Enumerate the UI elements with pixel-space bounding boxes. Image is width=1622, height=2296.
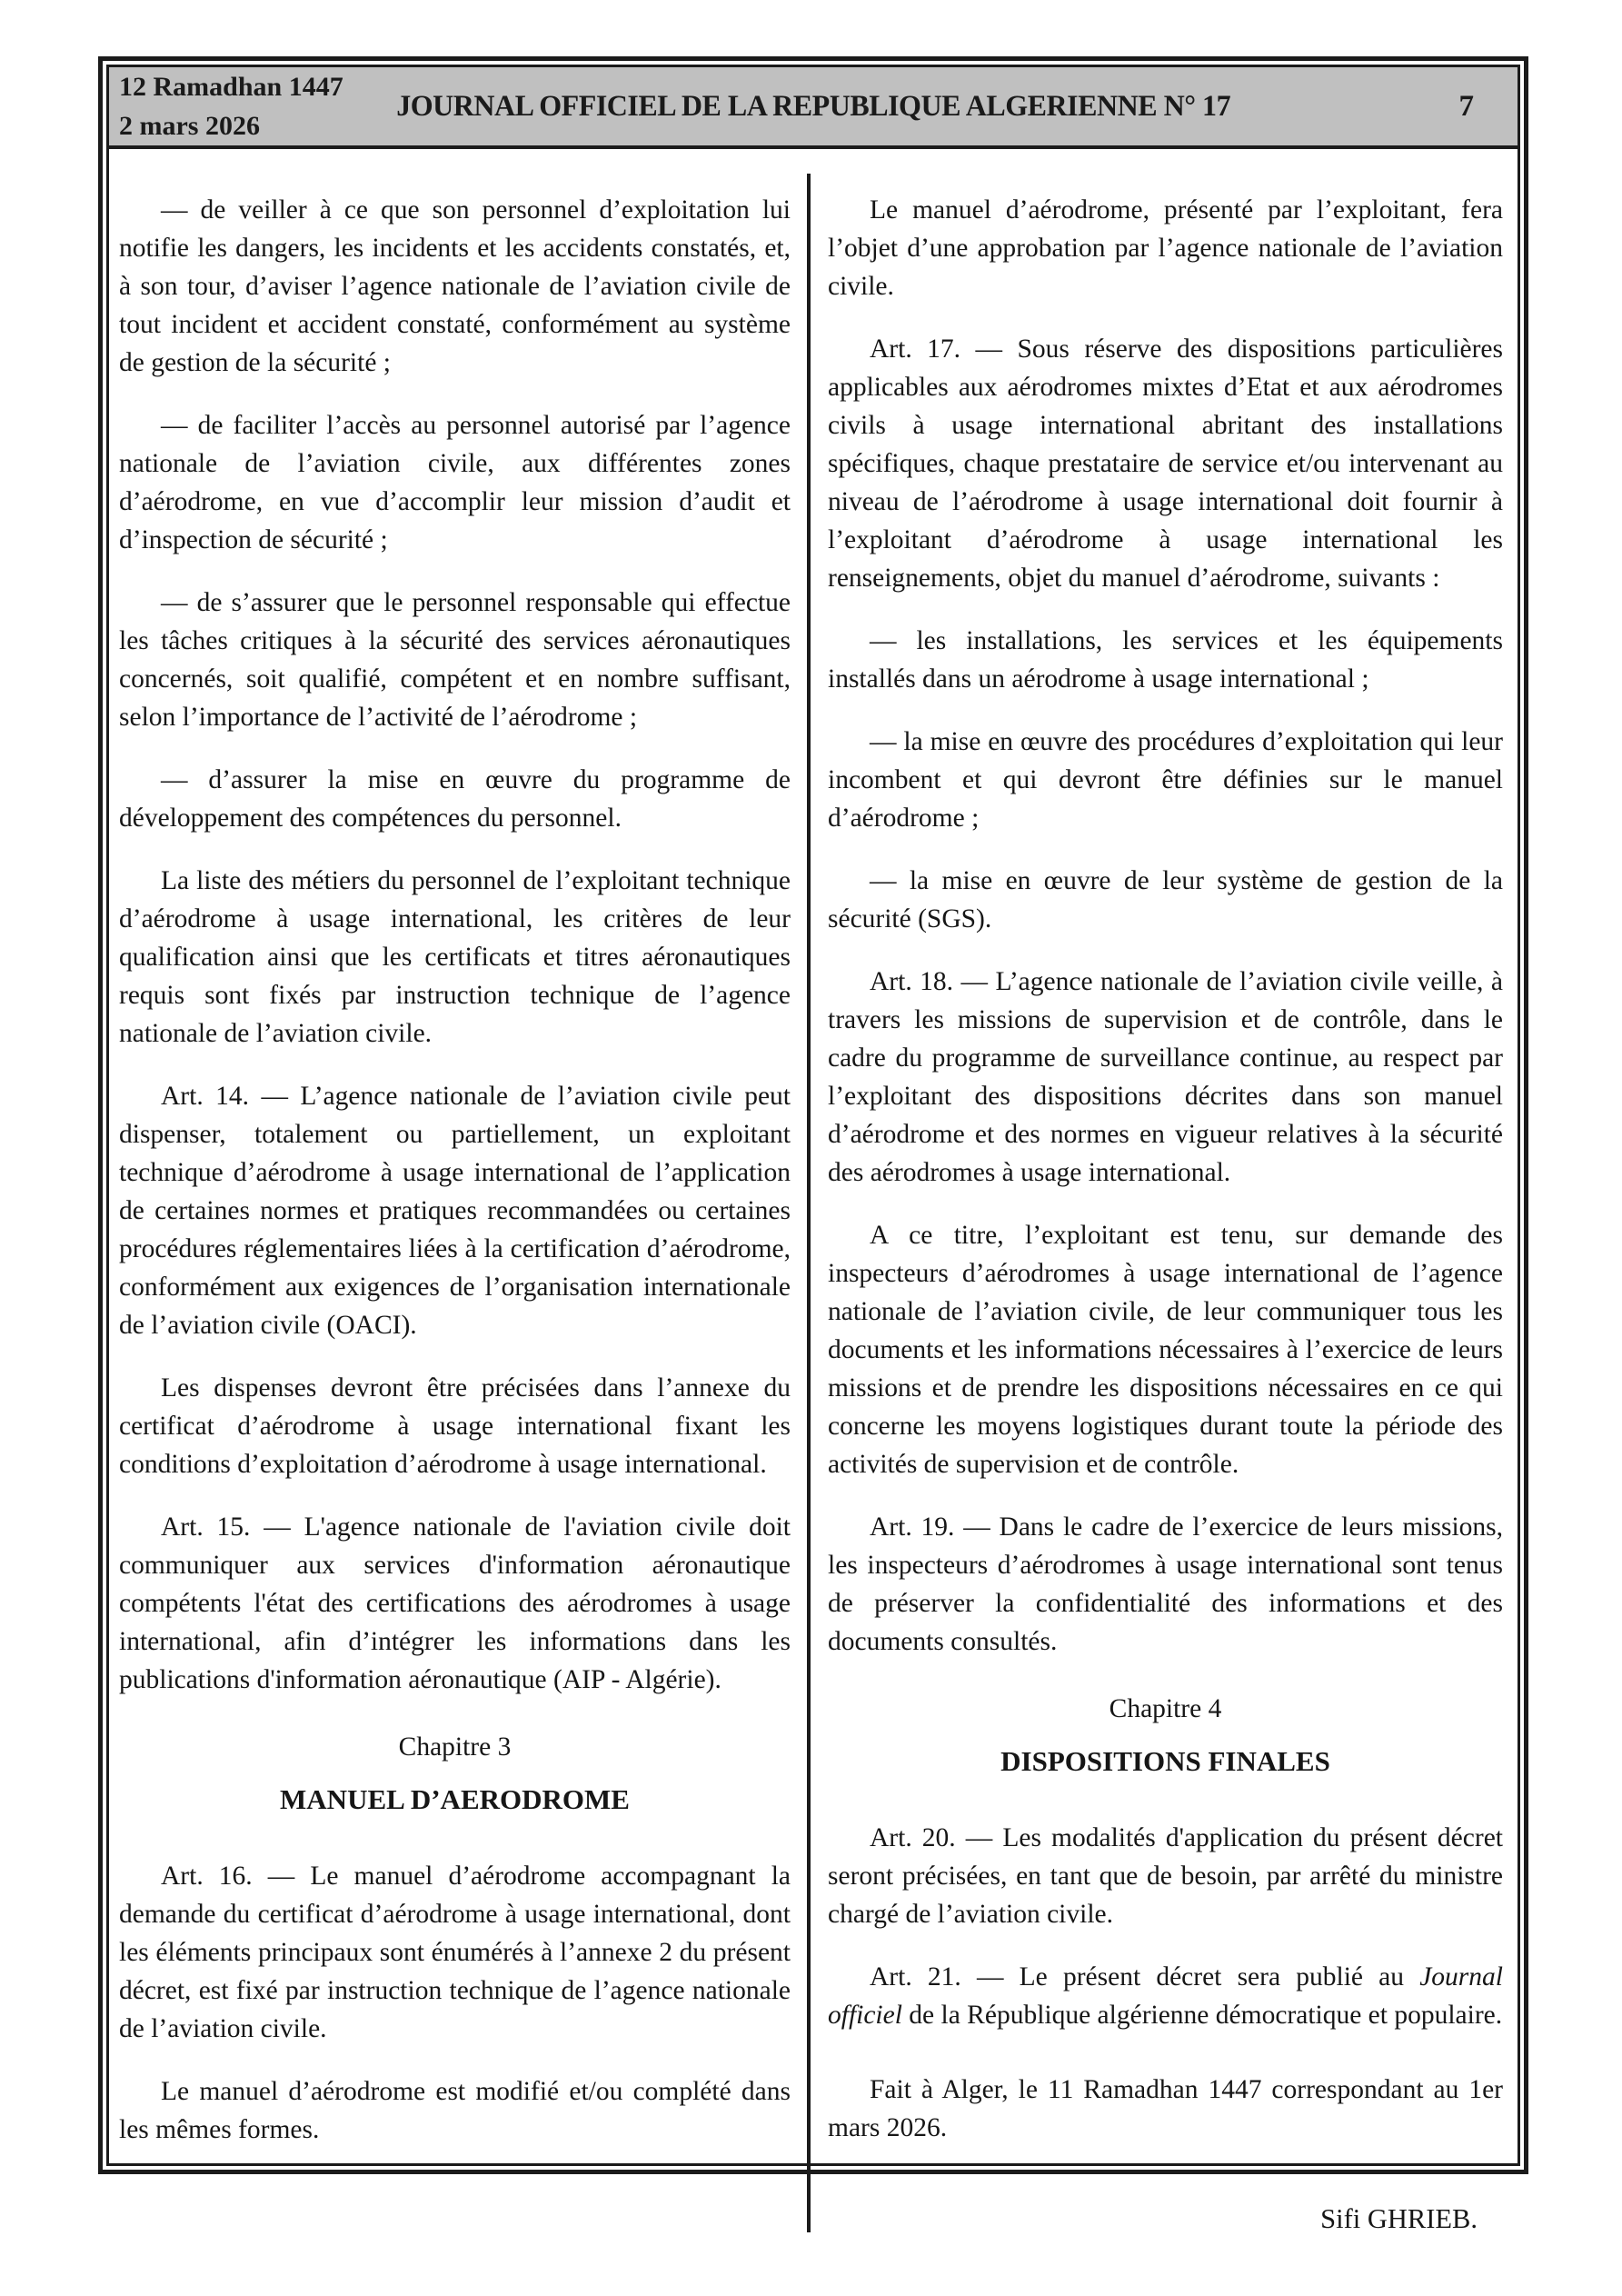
paragraph: Le manuel d’aérodrome est modifié et/ou complété dans les mêmes formes.	[119, 2077, 791, 2144]
paragraph: — la mise en œuvre des procédures d’exploitation qui leur incombent et qui devront être définies sur le manuel d’aérodrome ;	[828, 727, 1503, 833]
page-number: 7	[1458, 89, 1474, 123]
chapter-title: DISPOSITIONS FINALES	[1000, 1745, 1330, 1777]
paragraph: — les installations, les services et les équipements installés dans un aérodrome à usage international ;	[828, 626, 1503, 694]
page-frame-inner	[106, 65, 1520, 2234]
paragraph: A ce titre, l’exploitant est tenu, sur demande des inspecteurs d’aérodromes à usage international de l’agence nationale de l’aviation civile, de leur communiquer tous les documents et les informations nécessaires à l’exercice de leurs missions et de prendre les dispositions nécessaires en ce qui concerne les moyens logistiques durant toute la période des activités de supervision et de contrôle.	[828, 1221, 1503, 1479]
paragraph: Le manuel d’aérodrome, présenté par l’exploitant, fera l’objet d’une approbation par l’agence nationale de l’aviation civile.	[828, 195, 1503, 301]
page-body	[109, 149, 1518, 2262]
page-frame-outer	[98, 56, 1528, 2234]
right-column	[811, 149, 1518, 2262]
date-hijri: 12 Ramadhan 1447	[119, 72, 343, 102]
header-dates	[109, 67, 383, 145]
chapter-heading: Chapitre 3	[398, 1732, 512, 1762]
paragraph: Fait à Alger, le 11 Ramadhan 1447 correspondant au 1er mars 2026.	[828, 2075, 1503, 2142]
left-column	[109, 149, 807, 2262]
paragraph: Art. 14. — L’agence nationale de l’aviation civile peut dispenser, totalement ou partiellement, un exploitant technique d’aérodrome à usage international de l’application de certaines normes et pratiques recommandées ou certaines procédures réglementaires liées à la certification d’aérodrome, conformément aux exigences de l’organisation internationale de l’aviation civile (OACI).	[119, 1082, 791, 1340]
page-header	[109, 67, 1518, 149]
paragraph: — de veiller à ce que son personnel d’exploitation lui notifie les dangers, les incidents et les accidents constatés, et, à son tour, d’aviser l’agence nationale de l’aviation civile de tout incident et accident constaté, conformément au système de gestion de la sécurité ;	[119, 195, 791, 377]
paragraph: La liste des métiers du personnel de l’exploitant technique d’aérodrome à usage international, les critères de leur qualification ainsi que les certificats et titres aéronautiques requis sont fixés par instruction technique de l’agence nationale de l’aviation civile.	[119, 866, 791, 1048]
paragraph: Art. 19. — Dans le cadre de l’exercice de leurs missions, les inspecteurs d’aérodromes à usage international sont tenus de préserver la confidentialité des informations et des documents consultés.	[828, 1512, 1503, 1656]
chapter-title: MANUEL D’AERODROME	[280, 1783, 630, 1815]
paragraph: Art. 16. — Le manuel d’aérodrome accompagnant la demande du certificat d’aérodrome à usage international, dont les éléments principaux sont énumérés à l’annexe 2 du présent décret, est fixé par instruction technique de l’agence nationale de l’aviation civile.	[119, 1862, 791, 2043]
paragraph: Art. 18. — L’agence nationale de l’aviation civile veille, à travers les missions de supervision et de contrôle, dans le cadre du programme de surveillance continue, au respect par l’exploitant des dispositions décrites dans son manuel d’aérodrome et des normes en vigueur relatives à la sécurité des aérodromes à usage international.	[828, 967, 1503, 1187]
paragraph: Art. 20. — Les modalités d'application du présent décret seront précisées, en tant que de besoin, par arrêté du ministre chargé de l’aviation civile.	[828, 1823, 1503, 1929]
paragraph: Art. 17. — Sous réserve des dispositions particulières applicables aux aérodromes mixtes d’Etat et aux aérodromes civils à usage international abritant des installations spécifiques, chaque prestataire de service et/ou intervenant au niveau de l’aérodrome à usage international doit fournir à l’exploitant d’aérodrome à usage international les renseignements, objet du manuel d’aérodrome, suivants :	[828, 334, 1503, 593]
paragraph: — de faciliter l’accès au personnel autorisé par l’agence nationale de l’aviation civile, aux différentes zones d’aérodrome, en vue d’accomplir leur mission d’audit et d’inspection de sécurité ;	[119, 411, 791, 554]
signature: Sifi GHRIEB.	[1320, 2203, 1478, 2234]
date-gregorian: 2 mars 2026	[119, 111, 260, 141]
paragraph: Art. 15. — L'agence nationale de l'aviation civile doit communiquer aux services d'information aéronautique compétents l'état des certifications des aérodromes à usage international, afin d’intégrer les informations dans les publications d'information aéronautique (AIP - Algérie).	[119, 1512, 791, 1694]
paragraph: — la mise en œuvre de leur système de gestion de la sécurité (SGS).	[828, 866, 1503, 933]
paragraph: Art. 21. — Le présent décret sera publié au Journal officiel de la République algérienne démocratique et populaire.	[828, 1962, 1503, 2030]
chapter-heading: Chapitre 4	[1109, 1694, 1222, 1723]
paragraph: — de s’assurer que le personnel responsable qui effectue les tâches critiques à la sécurité des services aéronautiques concernés, soit qualifié, compétent et en nombre suffisant, selon l’importance de l’activité de l’aérodrome ;	[119, 588, 791, 732]
paragraph: — d’assurer la mise en œuvre du programme de développement des compétences du personnel.	[119, 765, 791, 833]
journal-title: JOURNAL OFFICIEL DE LA REPUBLIQUE ALGERIENNE N° 17	[396, 89, 1230, 123]
paragraph: Les dispenses devront être précisées dans l’annexe du certificat d’aérodrome à usage international fixant les conditions d’exploitation d’aérodrome à usage international.	[119, 1373, 791, 1479]
